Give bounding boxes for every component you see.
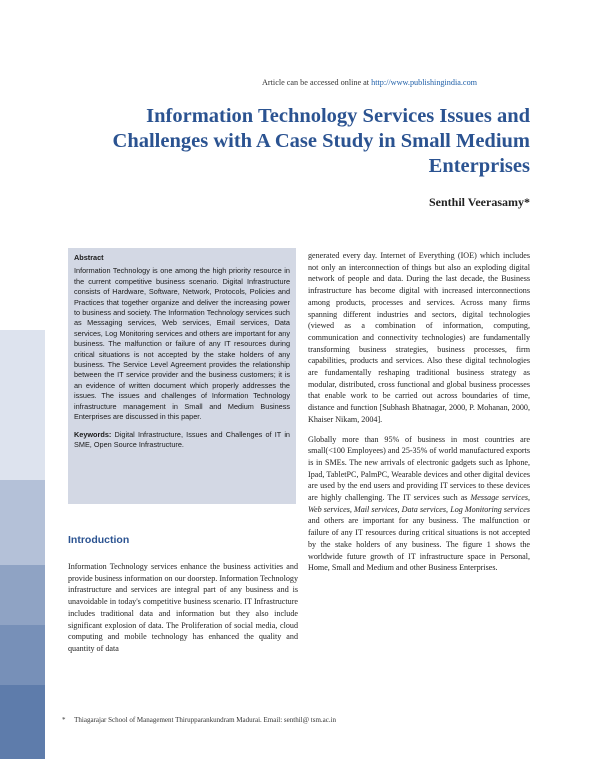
footnote xyxy=(62,716,336,724)
access-line xyxy=(262,78,477,87)
access-link[interactable]: http://www.publishingindia.com xyxy=(371,78,478,87)
right-paragraph-2-italic: Message services, Web services, Mail services, Data services, Log Monitoring services xyxy=(308,493,531,514)
decorative-side-bar-segment-1 xyxy=(0,0,45,120)
decorative-side-bar-segment-4 xyxy=(0,565,45,625)
abstract-box xyxy=(68,248,296,504)
footnote-text: Thiagarajar School of Management Thirupparankundram Madurai. Email: senthil@ tsm.ac.in xyxy=(74,716,337,724)
keywords-label: Keywords: xyxy=(74,429,112,439)
keywords xyxy=(74,430,290,451)
access-text: Article can be accessed online at xyxy=(262,78,370,87)
right-paragraph-2-start: Globally more than 95% of business in most countries are small(<100 Employees) and 25-35% of world manufactured exports is in SMEs. The new arrivals of electronic gadgets such as Iphone, Ipad, TabletPC, PalmPC, Wearable devices and other digital devices are used by the end users and providing IT services to these devices are highly challenging. The IT services such as xyxy=(308,434,530,503)
paper-title: Information Technology Services Issues and Challenges with A Case Study in Small Medium Enterprises xyxy=(112,105,530,177)
introduction-paragraph: Information Technology services enhance the business activities and provide business information on our doorstep. Information Technology infrastructure and services are integral part of any business and is unavoidable in today's competitive business scenario. IT Infrastructure includes traditional data and information but they also include significant explosion of data. The Proliferation of social media, cloud computing and mobile technology has enhanced the quality and quantity of data xyxy=(68,562,298,653)
right-paragraph-2-end: and others are important for any business. The malfunction or failure of any IT resources during critical situations is not accepted by the stake holders of any business. The figure 1 shows the worldwide future growth of IT infrastructure space in Personal, Home, Small and Medium and other Business Enterprises. xyxy=(308,516,530,573)
decorative-side-bar-segment-6 xyxy=(0,685,45,759)
left-column-text xyxy=(68,561,298,655)
right-paragraph-1: generated every day. Internet of Everything (IOE) which includes not only an interconnection of things but also an exploding digital network of people and data. During the last decade, the Business infrastructure has become digital with increased interconnections among products, processes and services. Across many firms spanning different industries and sectors, digital technologies (viewed as a combination of information, computing, communication and connectivity technologies) are fundamentally transforming business strategies, business processes, firm capabilities, products and services. Also these digital technologies are fundamentally reshaping traditional business strategy as modular, distributed, cross functional and global business processes that enable work to be carried out across boundaries of time, distance and function [Subhash Bhatnagar, 2000, P. Mohanan, 2000, Khaiser Nikam, 2004]. xyxy=(308,251,530,424)
keywords-text: Digital Infrastructure, Issues and Challenges of IT in SME, Open Source Infrastructure. xyxy=(74,429,290,449)
abstract-body: Information Technology is one among the high priority resource in the current competitive business scenario. Digital Infrastructure consists of Hardware, Software, Network, Protocols, Policies and Practices that together organize and deliver the increasing power to business and society. The Information Technology services such as Messaging services, Web services, Email services, Data services, Log Monitoring services and others are important for any business. The malfunction or failure of any IT resources during critical situations is not accepted by the stake holders of any business. The Service Level Agreement provides the relationship between the IT service provider and the business customers; it is an evidence of written document which properly addresses the issues. The issues and challenges of Information Technology infrastructure management in Small and Medium Business Enterprises are discussed in this paper. xyxy=(74,266,290,422)
footnote-marker: * xyxy=(62,716,66,724)
right-column-text xyxy=(308,250,530,574)
decorative-side-bar-segment-5 xyxy=(0,625,45,685)
abstract-heading: Abstract xyxy=(74,253,104,262)
right-paragraph-2 xyxy=(308,434,530,574)
introduction-heading: Introduction xyxy=(68,534,130,546)
author-name: Senthil Veerasamy* xyxy=(428,195,530,209)
decorative-side-bar-segment-3 xyxy=(0,480,45,565)
decorative-side-bar-segment-2 xyxy=(0,330,45,480)
